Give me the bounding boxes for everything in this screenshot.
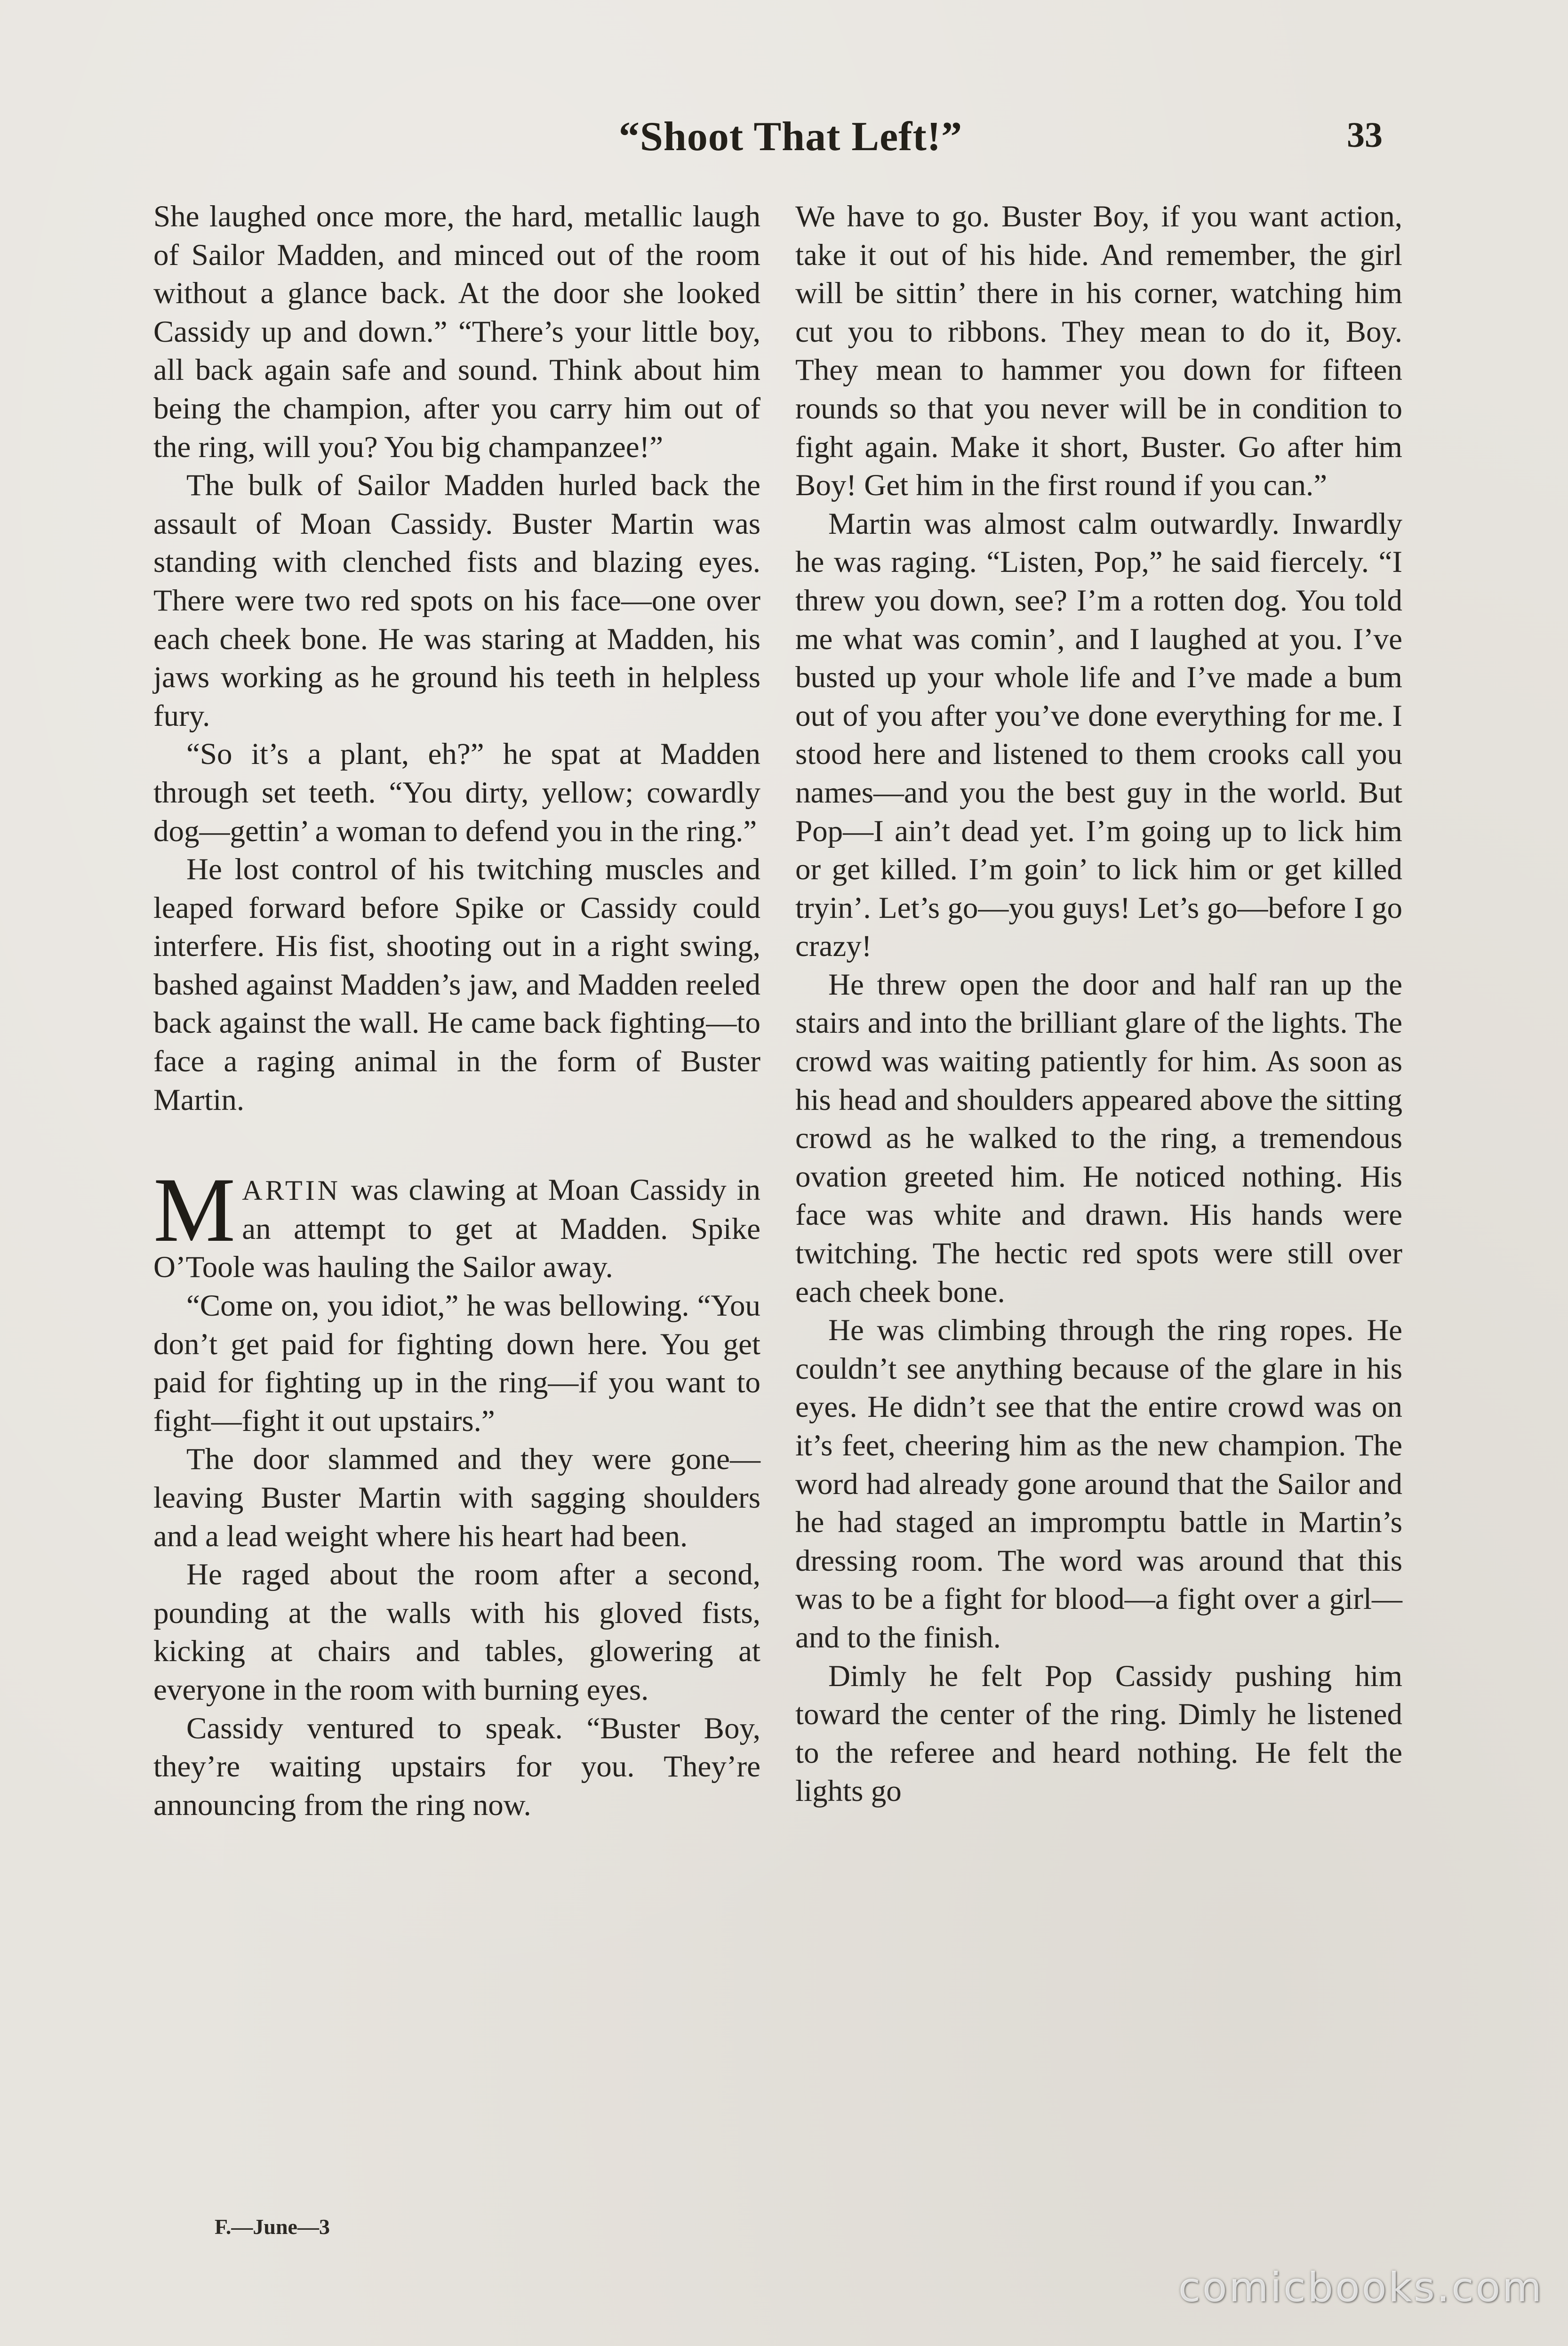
paragraph: He threw open the door and half ran up the stairs and into the brilliant glare of the lights. The crowd was waiting patiently for him. As soon as his head and shoulders appeared above the sitting crowd as he walked to the ring, a tremendous ovation greeted him. He noticed nothing. His face was white and drawn. His hands were twitching. The hectic red spots were still over each cheek bone. bbox=[795, 967, 1402, 1309]
paragraph: He raged about the room after a second, pounding at the walls with his gloved fists, kicking at chairs and tables, glowering at everyone in the room with burning eyes. bbox=[153, 1558, 760, 1707]
paragraph: Dimly he felt Pop Cassidy pushing him toward the center of the ring. Dimly he listened to the referee and heard nothing. He felt the lights go bbox=[795, 1659, 1402, 1808]
paragraph: Cassidy ventured to speak. “Buster Boy, they’re waiting upstairs for you. They’re announcing from the ring now. bbox=[153, 1711, 760, 1822]
watermark: comicbooks.com bbox=[1178, 2264, 1544, 2311]
paragraph-text: was clawing at Moan Cassidy in an attempt to get at Madden. Spike O’Toole was hauling the Sailor away. bbox=[153, 1173, 760, 1285]
paragraph: The door slammed and they were gone—leaving Buster Martin with sagging shoulders and a lead weight where his heart had been. bbox=[153, 1442, 760, 1553]
drop-cap: M bbox=[153, 1159, 236, 1261]
paragraph: Martin was almost calm outwardly. Inwardly he was raging. “Listen, Pop,” he said fiercely. “I threw you down, see? I’m a rotten dog. You told me what was comin’, and I laughed at you. I’ve busted up your whole life and I’ve made a bum out of you after you’ve done everything for me. I stood here and listened to them crooks call you names—and you the best guy in the world. But Pop—I ain’t dead yet. I’m going up to lick him or get killed. I’m goin’ to lick him or get killed tryin’. Let’s go—you guys! Let’s go—before I go crazy! bbox=[795, 506, 1402, 964]
paragraph: He was climbing through the ring ropes. He couldn’t see anything because of the glare in his eyes. He didn’t see that the entire crowd was on it’s feet, cheering him as the new champion. The word had already gone around that the Sailor and he had staged an impromptu battle in Martin’s dressing room. The word was around that this was to be a fight for blood—a fight over a girl—and to the finish. bbox=[795, 1313, 1402, 1655]
section-opening-paragraph bbox=[153, 1159, 760, 1287]
paragraph: “So it’s a plant, eh?” he spat at Madden through set teeth. “You dirty, yellow; cowardly dog—gettin’ a woman to defend you in the ring.” bbox=[153, 737, 760, 848]
right-column bbox=[795, 198, 1402, 1811]
paragraph: We have to go. Buster Boy, if you want action, take it out of his hide. And remember, the girl will be sittin’ there in his corner, watching him cut you to ribbons. They mean to do it, Boy. They mean to hammer you down for fifteen rounds so that you never will be in condition to fight again. Make it short, Buster. Go after him Boy! Get him in the first round if you can.” bbox=[795, 200, 1402, 503]
left-column bbox=[153, 198, 760, 1824]
signature-mark: F.—June—3 bbox=[215, 2215, 330, 2239]
page-number: 33 bbox=[1347, 115, 1383, 155]
lead-caps: ARTIN bbox=[242, 1175, 341, 1206]
page-title: “Shoot That Left!” bbox=[618, 114, 963, 160]
paragraph: He lost control of his twitching muscles and leaped forward before Spike or Cassidy could interfere. His fist, shooting out in a right swing, bashed against Madden’s jaw, and Madden reeled back against the wall. He came back fighting—to face a raging animal in the form of Buster Martin. bbox=[153, 852, 760, 1117]
paragraph: The bulk of Sailor Madden hurled back the assault of Moan Cassidy. Buster Martin was standing with clenched fists and blazing eyes. There were two red spots on his face—one over each cheek bone. He was staring at Madden, his jaws working as he ground his teeth in helpless fury. bbox=[153, 468, 760, 733]
paragraph: “Come on, you idiot,” he was bellowing. “You don’t get paid for fighting down here. You get paid for fighting up in the ring—if you want to fight—fight it out upstairs.” bbox=[153, 1289, 760, 1438]
section-break bbox=[153, 1119, 760, 1171]
paragraph: She laughed once more, the hard, metallic laugh of Sailor Madden, and minced out of the room without a glance back. At the door she looked Cassidy up and down.” “There’s your little boy, all back again safe and sound. Think about him being the champion, after you carry him out of the ring, will you? You big champanzee!” bbox=[153, 200, 760, 464]
